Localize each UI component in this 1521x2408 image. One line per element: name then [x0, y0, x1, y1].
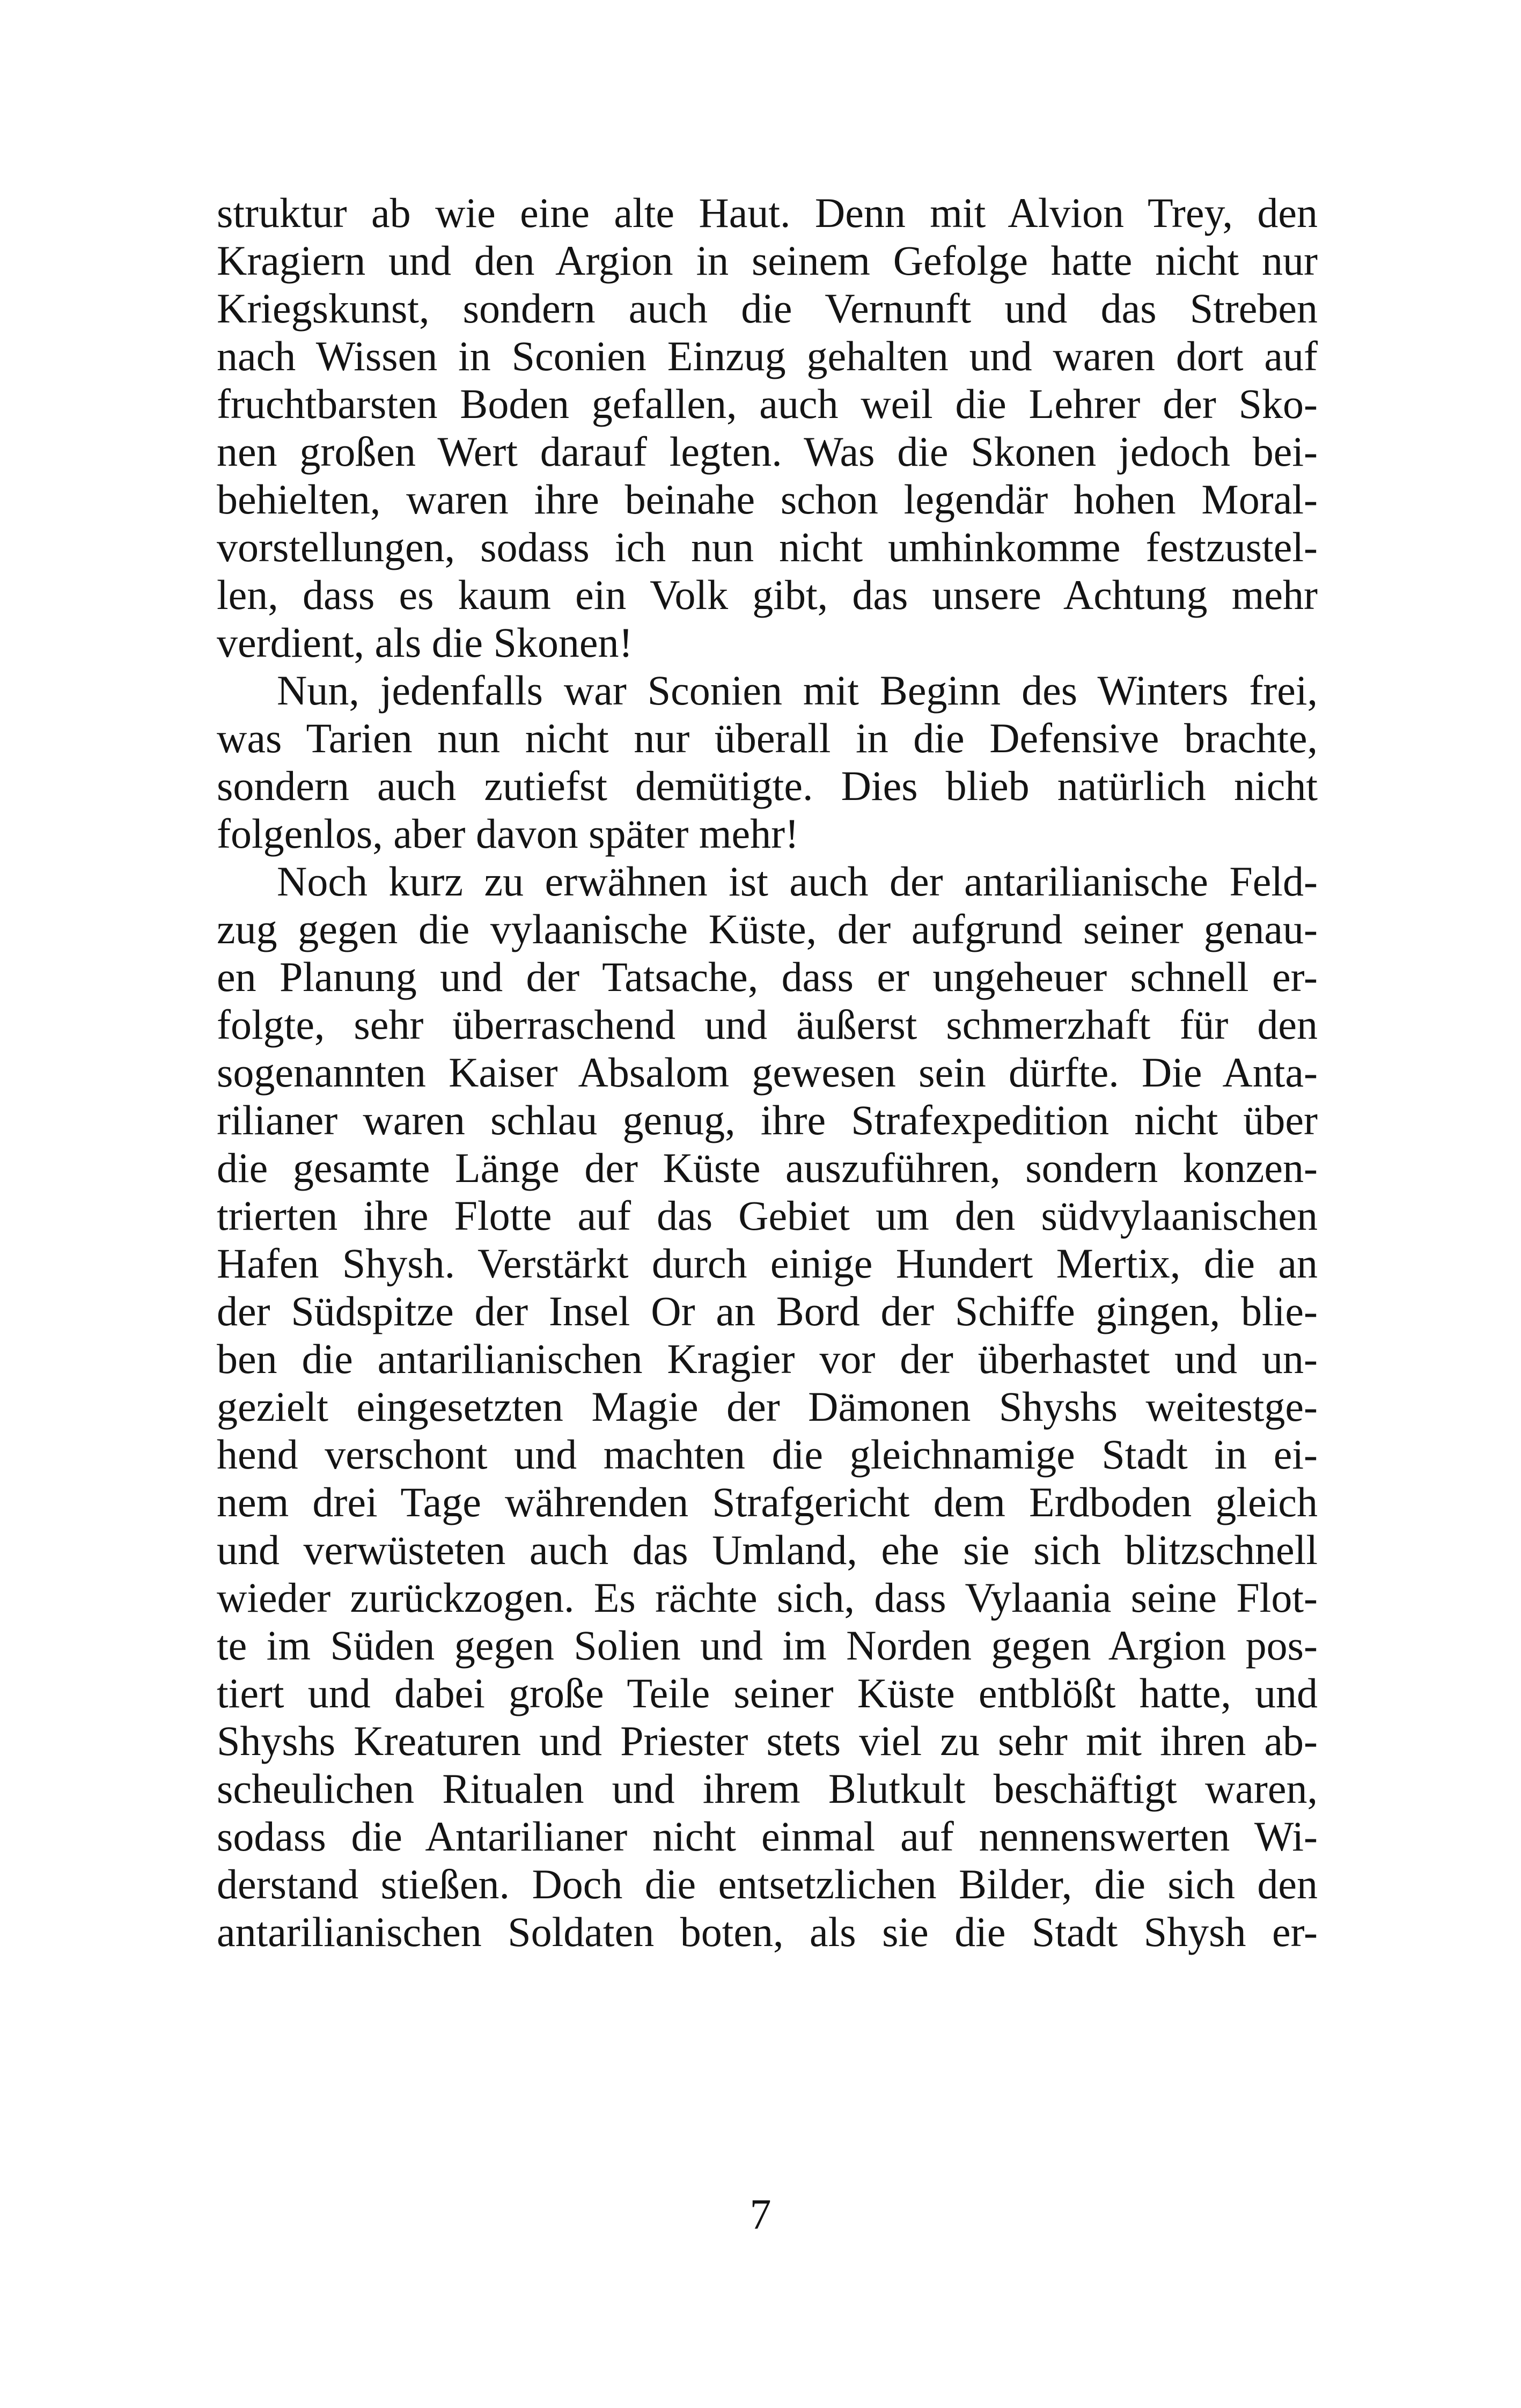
- text-line: tiert und dabei große Teile seiner Küste entblößt hatte, und: [217, 1670, 1318, 1716]
- text-line: sogenannten Kaiser Absalom gewesen sein dürfte. Die Anta-: [217, 1049, 1318, 1096]
- body-text: [217, 189, 1318, 1956]
- text-line: Nun, jedenfalls war Sconien mit Beginn des Winters frei,: [277, 667, 1318, 714]
- text-line: vorstellungen, sodass ich nun nicht umhinkomme festzustel-: [217, 524, 1318, 570]
- text-line: folgenlos, aber davon später mehr!: [217, 810, 799, 857]
- text-line: Kriegskunst, sondern auch die Vernunft und das Streben: [217, 285, 1318, 332]
- text-line: die gesamte Länge der Küste auszuführen, sondern konzen-: [217, 1144, 1318, 1191]
- text-line: sondern auch zutiefst demütigte. Dies blieb natürlich nicht: [217, 762, 1318, 809]
- text-line: scheulichen Ritualen und ihrem Blutkult beschäftigt waren,: [217, 1765, 1318, 1812]
- text-line: fruchtbarsten Boden gefallen, auch weil die Lehrer der Sko-: [217, 380, 1318, 427]
- page-number: 7: [750, 2191, 771, 2238]
- text-line: Hafen Shysh. Verstärkt durch einige Hundert Mertix, die an: [217, 1240, 1318, 1287]
- text-line: Shyshs Kreaturen und Priester stets viel zu sehr mit ihren ab-: [217, 1717, 1318, 1764]
- text-line: en Planung und der Tatsache, dass er ungeheuer schnell er-: [217, 953, 1318, 1000]
- text-line: gezielt eingesetzten Magie der Dämonen Shyshs weitestge-: [217, 1383, 1318, 1430]
- text-line: folgte, sehr überraschend und äußerst schmerzhaft für den: [217, 1001, 1318, 1048]
- text-line: hend verschont und machten die gleichnamige Stadt in ei-: [217, 1431, 1318, 1478]
- text-line: struktur ab wie eine alte Haut. Denn mit Alvion Trey, den: [217, 189, 1318, 236]
- text-line: Kragiern und den Argion in seinem Gefolge hatte nicht nur: [217, 237, 1318, 284]
- text-line: te im Süden gegen Solien und im Norden gegen Argion pos-: [217, 1622, 1318, 1669]
- text-line: nem drei Tage währenden Strafgericht dem Erdboden gleich: [217, 1479, 1318, 1525]
- text-line: verdient, als die Skonen!: [217, 619, 633, 666]
- text-line: trierten ihre Flotte auf das Gebiet um den südvylaanischen: [217, 1192, 1318, 1239]
- text-line: und verwüsteten auch das Umland, ehe sie sich blitzschnell: [217, 1526, 1318, 1573]
- text-line: sodass die Antarilianer nicht einmal auf nennenswerten Wi-: [217, 1813, 1318, 1860]
- text-line: Noch kurz zu erwähnen ist auch der antarilianische Feld-: [277, 858, 1318, 905]
- text-line: wieder zurückzogen. Es rächte sich, dass Vylaania seine Flot-: [217, 1574, 1318, 1621]
- text-line: der Südspitze der Insel Or an Bord der Schiffe gingen, blie-: [217, 1288, 1318, 1334]
- text-line: was Tarien nun nicht nur überall in die Defensive brachte,: [217, 715, 1318, 761]
- text-line: len, dass es kaum ein Volk gibt, das unsere Achtung mehr: [217, 571, 1318, 618]
- text-line: ben die antarilianischen Kragier vor der überhastet und un-: [217, 1335, 1318, 1382]
- text-line: nen großen Wert darauf legten. Was die Skonen jedoch bei-: [217, 428, 1318, 475]
- text-line: antarilianischen Soldaten boten, als sie die Stadt Shysh er-: [217, 1908, 1318, 1955]
- text-line: behielten, waren ihre beinahe schon legendär hohen Moral-: [217, 476, 1318, 523]
- text-line: nach Wissen in Sconien Einzug gehalten und waren dort auf: [217, 333, 1318, 379]
- text-line: derstand stießen. Doch die entsetzlichen Bilder, die sich den: [217, 1861, 1318, 1907]
- text-line: zug gegen die vylaanische Küste, der aufgrund seiner genau-: [217, 906, 1318, 952]
- text-line: rilianer waren schlau genug, ihre Strafexpedition nicht über: [217, 1097, 1318, 1143]
